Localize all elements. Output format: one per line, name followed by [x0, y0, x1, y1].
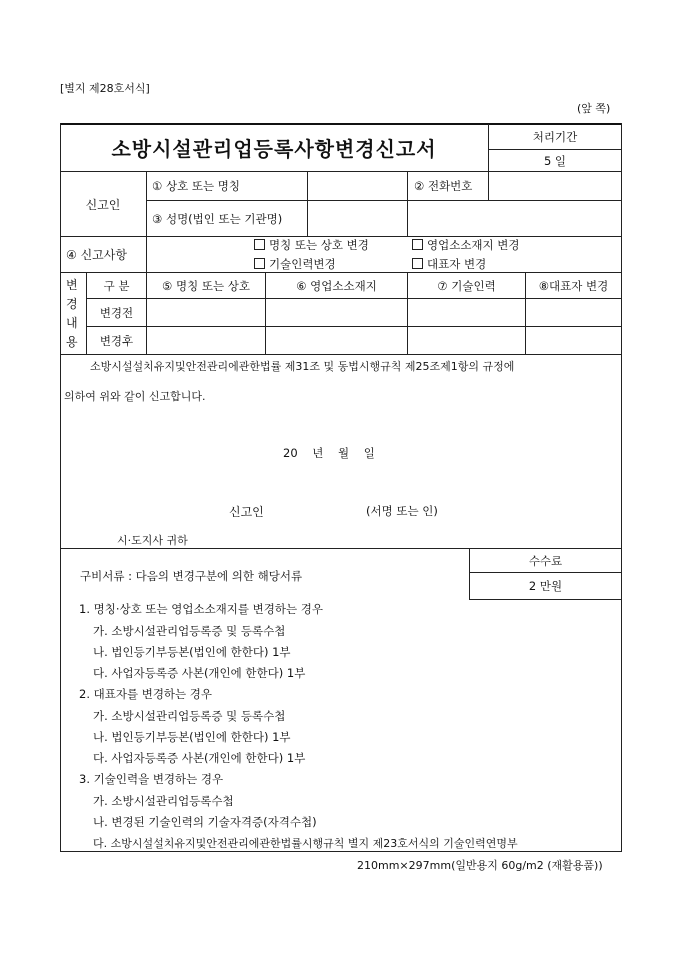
doc-section-1: 1. 명칭·상호 또는 영업소소재지를 변경하는 경우	[79, 602, 323, 616]
signature-label: (서명 또는 인)	[366, 504, 438, 518]
phone-label: ② 전화번호	[414, 179, 473, 193]
processing-period-label: 처리기간	[532, 129, 578, 144]
doc-item: 다. 사업자등록증 사본(개인에 한한다) 1부	[93, 666, 306, 680]
frame-right-border	[621, 123, 622, 851]
business-name-label: ① 상호 또는 명칭	[152, 179, 240, 193]
reporter-label: 신고인	[85, 197, 121, 212]
paper-spec: 210mm×297mm(일반용지 60g/m2 (재활용품))	[357, 859, 603, 872]
report-items-label: ④ 신고사항	[66, 248, 127, 262]
doc-item: 가. 소방시설관리업등록증 및 등록수첩	[93, 709, 286, 723]
checkbox-icon	[412, 258, 423, 269]
divider	[86, 326, 622, 327]
divider	[60, 354, 622, 355]
header-name: ⑤ 명칭 또는 상호	[162, 278, 250, 293]
checkbox-icon	[254, 239, 265, 250]
doc-section-3: 3. 기술인력을 변경하는 경우	[79, 772, 224, 786]
declaration-line-1: 소방시설설치유지및안전관리에관한법률 제31조 및 동법시행규칙 제25조제1항의 규정에	[90, 360, 515, 373]
signer-label: 신고인	[229, 505, 264, 519]
divider	[469, 599, 622, 600]
header-address: ⑥ 영업소소재지	[296, 278, 377, 293]
option-tech-staff-change[interactable]: 기술인력변경	[254, 256, 336, 272]
fee-value: 2 만원	[528, 579, 563, 593]
divider	[407, 171, 408, 236]
processing-period-value: 5 일	[543, 153, 567, 168]
row-before-label: 변경전	[99, 305, 134, 320]
checkbox-icon	[254, 258, 265, 269]
checkbox-icon	[412, 239, 423, 250]
page-side-label: (앞 쪽)	[577, 102, 611, 115]
divider	[146, 171, 147, 236]
doc-item: 나. 변경된 기술인력의 기술자격증(자격수첩)	[93, 815, 317, 829]
doc-section-2: 2. 대표자를 변경하는 경우	[79, 687, 213, 701]
change-details-side-label: 변 경 내 용	[66, 278, 78, 349]
form-title: 소방시설관리업등록사항변경신고서	[111, 137, 437, 161]
business-name-value[interactable]	[308, 172, 406, 200]
form-reference: [별지 제28호서식]	[60, 82, 150, 95]
phone-value[interactable]	[489, 172, 621, 200]
doc-item: 가. 소방시설관리업등록증 및 등록수첩	[93, 624, 286, 638]
representative-label: ③ 성명(법인 또는 기관명)	[152, 211, 283, 226]
header-representative: ⑧대표자 변경	[538, 278, 609, 293]
header-tech-staff: ⑦ 기술인력	[437, 278, 496, 293]
doc-item: 나. 법인등기부등본(법인에 한한다) 1부	[93, 645, 291, 659]
option-address-change[interactable]: 영업소소재지 변경	[412, 237, 520, 253]
doc-item: 나. 법인등기부등본(법인에 한한다) 1부	[93, 730, 291, 744]
doc-item: 다. 사업자등록증 사본(개인에 한한다) 1부	[93, 751, 306, 765]
divider	[146, 236, 147, 272]
recipient: 시·도지사 귀하	[117, 534, 188, 547]
declaration-line-2: 의하여 위와 같이 신고합니다.	[64, 390, 206, 403]
doc-item: 가. 소방시설관리업등록수첩	[93, 794, 234, 808]
header-category: 구 분	[103, 278, 130, 293]
option-representative-change[interactable]: 대표자 변경	[412, 256, 486, 272]
declaration-date: 20 년 월 일	[283, 446, 375, 460]
row-after-label: 변경후	[99, 333, 134, 348]
frame-bottom-border	[60, 851, 622, 852]
required-docs-intro: 구비서류 : 다음의 변경구분에 의한 해당서류	[80, 569, 303, 583]
divider	[86, 298, 622, 299]
fee-label: 수수료	[528, 553, 563, 568]
representative-value[interactable]	[308, 201, 406, 236]
doc-item: 다. 소방시설설치유지및안전관리에관한법률시행규칙 별지 제23호서식의 기술인력연명부	[93, 837, 518, 850]
option-name-change[interactable]: 명칭 또는 상호 변경	[254, 237, 369, 253]
